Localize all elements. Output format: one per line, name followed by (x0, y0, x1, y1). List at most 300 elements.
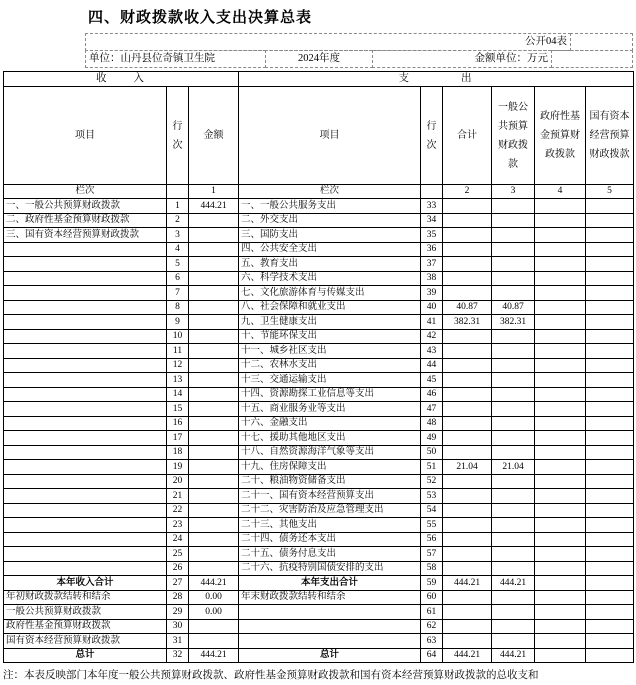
income-item-cell (4, 561, 167, 576)
expense-total-cell (443, 431, 492, 446)
income-item-cell (4, 518, 167, 533)
expense-line-cell: 39 (421, 286, 443, 301)
expense-general-budget-cell (492, 489, 535, 504)
income-item-cell (4, 532, 167, 547)
column-header-row (4, 87, 634, 185)
colnum-1: 1 (189, 185, 239, 199)
expense-general-budget-cell: 444.21 (492, 576, 535, 591)
expense-total-cell (443, 271, 492, 286)
expense-total-cell: 382.31 (443, 315, 492, 330)
expense-general-budget-cell (492, 329, 535, 344)
expense-state-capital-cell (586, 373, 634, 388)
expense-gov-fund-cell (535, 474, 586, 489)
income-amount-cell (189, 344, 239, 359)
income-line-cell: 31 (167, 634, 189, 649)
expense-total-cell: 21.04 (443, 460, 492, 475)
colnum-4: 4 (535, 185, 586, 199)
income-item-cell (4, 460, 167, 475)
income-line-cell: 5 (167, 257, 189, 272)
expense-item-cell: 三、国防支出 (239, 228, 421, 243)
expense-gov-fund-cell (535, 460, 586, 475)
expense-item-cell: 二、外交支出 (239, 213, 421, 228)
expense-state-capital-cell (586, 315, 634, 330)
income-item-cell (4, 373, 167, 388)
expense-gov-fund-cell (535, 445, 586, 460)
expense-line-cell: 44 (421, 358, 443, 373)
expense-line-cell: 54 (421, 503, 443, 518)
colnum-label-expense: 栏次 (239, 185, 421, 199)
expense-total-cell (443, 619, 492, 634)
expense-gov-fund-cell (535, 373, 586, 388)
table-row (4, 199, 634, 214)
table-row (4, 286, 634, 301)
income-amount-cell: 444.21 (189, 199, 239, 214)
expense-total-cell (443, 532, 492, 547)
income-line-cell: 7 (167, 286, 189, 301)
expense-item-cell: 一、一般公共服务支出 (239, 199, 421, 214)
income-item-cell (4, 503, 167, 518)
expense-general-budget-cell (492, 271, 535, 286)
income-item-cell: 一般公共预算财政拨款 (4, 605, 167, 620)
year-label: 2024年度 (265, 50, 373, 68)
income-line-cell: 10 (167, 329, 189, 344)
income-item-cell (4, 489, 167, 504)
expense-general-budget-cell: 444.21 (492, 648, 535, 663)
expense-state-capital-cell (586, 286, 634, 301)
income-amount-cell (189, 445, 239, 460)
colnum-3: 3 (492, 185, 535, 199)
table-row (4, 213, 634, 228)
expense-total-cell (443, 605, 492, 620)
expense-item-cell: 六、科学技术支出 (239, 271, 421, 286)
income-line-cell: 25 (167, 547, 189, 562)
income-amount-cell: 444.21 (189, 648, 239, 663)
expense-general-budget-cell (492, 532, 535, 547)
income-item-cell: 二、政府性基金预算财政拨款 (4, 213, 167, 228)
expense-item-cell: 二十三、其他支出 (239, 518, 421, 533)
income-item-cell (4, 416, 167, 431)
expense-total-cell (443, 286, 492, 301)
unit-label: 单位：山丹县位奇镇卫生院 (85, 50, 266, 68)
expense-line-cell: 57 (421, 547, 443, 562)
table-row (4, 271, 634, 286)
income-item-cell (4, 402, 167, 417)
table-row (4, 474, 634, 489)
expense-item-cell: 四、公共安全支出 (239, 242, 421, 257)
expense-total-cell (443, 416, 492, 431)
income-item-cell: 一、一般公共预算财政拨款 (4, 199, 167, 214)
expense-gov-fund-cell (535, 199, 586, 214)
expense-item-cell (239, 634, 421, 649)
expense-line-cell: 38 (421, 271, 443, 286)
expense-state-capital-cell (586, 416, 634, 431)
sheet-label: 公开04表 (85, 33, 571, 51)
expense-state-capital-cell (586, 300, 634, 315)
expense-general-budget-cell: 21.04 (492, 460, 535, 475)
table-row (4, 344, 634, 359)
col-header-expense-item: 项目 (239, 87, 421, 185)
col-header-expense-line: 行次 (421, 87, 443, 185)
expense-gov-fund-cell (535, 271, 586, 286)
col-header-amount: 金额 (189, 87, 239, 185)
expense-line-cell: 37 (421, 257, 443, 272)
expense-state-capital-cell (586, 199, 634, 214)
expense-line-cell: 61 (421, 605, 443, 620)
expense-general-budget-cell (492, 431, 535, 446)
expense-total-cell (443, 228, 492, 243)
income-line-cell: 4 (167, 242, 189, 257)
expense-item-cell: 本年支出合计 (239, 576, 421, 591)
expense-total-cell (443, 590, 492, 605)
income-amount-cell (189, 561, 239, 576)
income-line-cell: 18 (167, 445, 189, 460)
expense-general-budget-cell (492, 561, 535, 576)
expense-item-cell: 十八、自然资源海洋气象等支出 (239, 445, 421, 460)
income-line-cell: 24 (167, 532, 189, 547)
expense-item-cell: 年末财政拨款结转和结余 (239, 590, 421, 605)
expense-gov-fund-cell (535, 213, 586, 228)
income-item-cell (4, 358, 167, 373)
expense-line-cell: 50 (421, 445, 443, 460)
expense-total-cell: 444.21 (443, 576, 492, 591)
income-line-cell: 16 (167, 416, 189, 431)
income-line-cell: 1 (167, 199, 189, 214)
col-header-state-capital: 国有资本经营预算财政拨款 (586, 87, 634, 185)
income-line-cell: 30 (167, 619, 189, 634)
expense-state-capital-cell (586, 445, 634, 460)
income-amount-cell (189, 634, 239, 649)
income-amount-cell: 0.00 (189, 590, 239, 605)
footnote: 注：本表反映部门本年度一般公共预算财政拨款、政府性基金预算财政拨款和国有资本经营预算财政拨款的总收支和 (3, 670, 539, 681)
expense-line-cell: 59 (421, 576, 443, 591)
income-item-cell: 政府性基金预算财政拨款 (4, 619, 167, 634)
income-item-cell (4, 474, 167, 489)
expense-gov-fund-cell (535, 344, 586, 359)
expense-total-cell (443, 518, 492, 533)
expense-item-cell: 二十、粮油物资储备支出 (239, 474, 421, 489)
income-line-cell: 23 (167, 518, 189, 533)
expense-gov-fund-cell (535, 387, 586, 402)
table-row (4, 257, 634, 272)
table-row (4, 619, 634, 634)
expense-gov-fund-cell (535, 503, 586, 518)
expense-item-cell: 二十四、债务还本支出 (239, 532, 421, 547)
expense-state-capital-cell (586, 532, 634, 547)
income-line-cell: 19 (167, 460, 189, 475)
expense-gov-fund-cell (535, 590, 586, 605)
expense-line-cell: 43 (421, 344, 443, 359)
expense-general-budget-cell (492, 547, 535, 562)
meta-spacer (551, 50, 633, 68)
expense-total-cell (443, 242, 492, 257)
expense-line-cell: 53 (421, 489, 443, 504)
expense-total-cell (443, 489, 492, 504)
expense-gov-fund-cell (535, 648, 586, 663)
income-amount-cell (189, 257, 239, 272)
income-amount-cell (189, 619, 239, 634)
expense-gov-fund-cell (535, 605, 586, 620)
expense-state-capital-cell (586, 605, 634, 620)
income-item-cell (4, 431, 167, 446)
income-amount-cell (189, 315, 239, 330)
expense-state-capital-cell (586, 648, 634, 663)
expense-total-cell (443, 474, 492, 489)
col-header-general-budget: 一般公共预算财政拨款 (492, 87, 535, 185)
income-item-cell (4, 387, 167, 402)
expense-general-budget-cell (492, 228, 535, 243)
expense-state-capital-cell (586, 242, 634, 257)
expense-state-capital-cell (586, 257, 634, 272)
expense-gov-fund-cell (535, 300, 586, 315)
sheet-label-spacer (570, 33, 633, 51)
expense-general-budget-cell (492, 286, 535, 301)
expense-state-capital-cell (586, 431, 634, 446)
income-line-cell: 12 (167, 358, 189, 373)
income-line-cell: 6 (167, 271, 189, 286)
table-row (4, 503, 634, 518)
expense-gov-fund-cell (535, 634, 586, 649)
expense-total-cell (443, 445, 492, 460)
expense-item-cell: 八、社会保障和就业支出 (239, 300, 421, 315)
income-section-header: 收 入 (4, 72, 239, 87)
meta-block (85, 33, 633, 68)
expense-total-cell (443, 547, 492, 562)
expense-general-budget-cell (492, 242, 535, 257)
income-item-cell (4, 329, 167, 344)
table-row (4, 329, 634, 344)
income-line-cell: 22 (167, 503, 189, 518)
income-line-cell: 8 (167, 300, 189, 315)
income-item-cell: 三、国有资本经营预算财政拨款 (4, 228, 167, 243)
section-header-row (4, 72, 634, 87)
table-row (4, 532, 634, 547)
income-line-cell: 28 (167, 590, 189, 605)
income-item-cell: 本年收入合计 (4, 576, 167, 591)
table-row (4, 489, 634, 504)
income-line-cell: 13 (167, 373, 189, 388)
expense-total-cell (443, 199, 492, 214)
expense-line-cell: 56 (421, 532, 443, 547)
expense-item-cell: 七、文化旅游体育与传媒支出 (239, 286, 421, 301)
expense-general-budget-cell (492, 387, 535, 402)
expense-gov-fund-cell (535, 257, 586, 272)
table-row (4, 648, 634, 663)
expense-item-cell: 十九、住房保障支出 (239, 460, 421, 475)
expense-line-cell: 45 (421, 373, 443, 388)
expense-total-cell (443, 373, 492, 388)
expense-item-cell: 十六、金融支出 (239, 416, 421, 431)
income-amount-cell (189, 228, 239, 243)
expense-line-cell: 36 (421, 242, 443, 257)
expense-item-cell (239, 619, 421, 634)
expense-item-cell: 十、节能环保支出 (239, 329, 421, 344)
income-item-cell: 年初财政拨款结转和结余 (4, 590, 167, 605)
income-amount-cell (189, 518, 239, 533)
income-line-cell: 27 (167, 576, 189, 591)
expense-gov-fund-cell (535, 576, 586, 591)
income-item-cell (4, 344, 167, 359)
income-line-cell: 14 (167, 387, 189, 402)
expense-line-cell: 62 (421, 619, 443, 634)
expense-line-cell: 46 (421, 387, 443, 402)
expense-item-cell: 十三、交通运输支出 (239, 373, 421, 388)
expense-state-capital-cell (586, 474, 634, 489)
income-amount-cell (189, 300, 239, 315)
colnum-expense-line (421, 185, 443, 199)
amount-unit-label: 金额单位：万元 (372, 50, 552, 68)
table-row (4, 228, 634, 243)
income-amount-cell (189, 416, 239, 431)
income-item-cell (4, 300, 167, 315)
expense-item-cell: 总计 (239, 648, 421, 663)
income-line-cell: 15 (167, 402, 189, 417)
income-item-cell (4, 242, 167, 257)
income-item-cell (4, 271, 167, 286)
expense-line-cell: 41 (421, 315, 443, 330)
expense-state-capital-cell (586, 344, 634, 359)
expense-state-capital-cell (586, 619, 634, 634)
expense-section-header: 支 出 (239, 72, 634, 87)
colnum-2: 2 (443, 185, 492, 199)
income-amount-cell (189, 373, 239, 388)
table-row (4, 518, 634, 533)
expense-item-cell: 十四、资源勘探工业信息等支出 (239, 387, 421, 402)
expense-line-cell: 33 (421, 199, 443, 214)
expense-total-cell (443, 257, 492, 272)
expense-total-cell (443, 329, 492, 344)
expense-general-budget-cell (492, 590, 535, 605)
expense-total-cell (443, 561, 492, 576)
expense-general-budget-cell (492, 445, 535, 460)
expense-item-cell: 十七、援助其他地区支出 (239, 431, 421, 446)
expense-state-capital-cell (586, 358, 634, 373)
expense-item-cell: 十一、城乡社区支出 (239, 344, 421, 359)
income-item-cell (4, 547, 167, 562)
expense-item-cell: 二十二、灾害防治及应急管理支出 (239, 503, 421, 518)
expense-state-capital-cell (586, 460, 634, 475)
expense-item-cell: 五、教育支出 (239, 257, 421, 272)
income-amount-cell (189, 242, 239, 257)
expense-gov-fund-cell (535, 416, 586, 431)
income-amount-cell (189, 358, 239, 373)
budget-table (3, 71, 634, 663)
income-amount-cell (189, 213, 239, 228)
expense-general-budget-cell (492, 344, 535, 359)
table-row (4, 576, 634, 591)
income-amount-cell (189, 532, 239, 547)
expense-general-budget-cell (492, 213, 535, 228)
expense-general-budget-cell (492, 503, 535, 518)
expense-gov-fund-cell (535, 242, 586, 257)
expense-general-budget-cell (492, 634, 535, 649)
expense-line-cell: 60 (421, 590, 443, 605)
table-row (4, 590, 634, 605)
expense-line-cell: 40 (421, 300, 443, 315)
income-line-cell: 29 (167, 605, 189, 620)
expense-state-capital-cell (586, 329, 634, 344)
col-header-gov-fund: 政府性基金预算财政拨款 (535, 87, 586, 185)
col-header-income-item: 项目 (4, 87, 167, 185)
expense-total-cell: 444.21 (443, 648, 492, 663)
expense-state-capital-cell (586, 213, 634, 228)
income-line-cell: 11 (167, 344, 189, 359)
income-item-cell: 总计 (4, 648, 167, 663)
expense-general-budget-cell (492, 518, 535, 533)
income-amount-cell (189, 460, 239, 475)
income-line-cell: 17 (167, 431, 189, 446)
table-row (4, 387, 634, 402)
income-line-cell: 9 (167, 315, 189, 330)
income-item-cell (4, 286, 167, 301)
expense-item-cell: 十五、商业服务业等支出 (239, 402, 421, 417)
income-amount-cell (189, 402, 239, 417)
expense-state-capital-cell (586, 590, 634, 605)
expense-item-cell (239, 605, 421, 620)
meta-row-sheet (85, 33, 633, 51)
expense-line-cell: 52 (421, 474, 443, 489)
income-amount-cell (189, 271, 239, 286)
expense-item-cell: 二十一、国有资本经营预算支出 (239, 489, 421, 504)
expense-gov-fund-cell (535, 402, 586, 417)
income-item-cell (4, 315, 167, 330)
table-body (4, 199, 634, 663)
expense-item-cell: 九、卫生健康支出 (239, 315, 421, 330)
col-header-income-line: 行次 (167, 87, 189, 185)
expense-general-budget-cell (492, 474, 535, 489)
expense-general-budget-cell: 382.31 (492, 315, 535, 330)
expense-gov-fund-cell (535, 547, 586, 562)
income-line-cell: 32 (167, 648, 189, 663)
table-row (4, 358, 634, 373)
expense-line-cell: 48 (421, 416, 443, 431)
expense-line-cell: 51 (421, 460, 443, 475)
income-line-cell: 26 (167, 561, 189, 576)
table-row (4, 561, 634, 576)
expense-gov-fund-cell (535, 315, 586, 330)
income-amount-cell (189, 489, 239, 504)
expense-total-cell (443, 344, 492, 359)
expense-total-cell (443, 402, 492, 417)
income-line-cell: 20 (167, 474, 189, 489)
table-row (4, 605, 634, 620)
income-line-cell: 2 (167, 213, 189, 228)
expense-gov-fund-cell (535, 561, 586, 576)
table-row (4, 242, 634, 257)
expense-line-cell: 47 (421, 402, 443, 417)
expense-item-cell: 二十五、债务付息支出 (239, 547, 421, 562)
expense-state-capital-cell (586, 489, 634, 504)
expense-state-capital-cell (586, 228, 634, 243)
expense-general-budget-cell (492, 358, 535, 373)
expense-line-cell: 42 (421, 329, 443, 344)
income-amount-cell (189, 286, 239, 301)
expense-gov-fund-cell (535, 619, 586, 634)
column-index-row (4, 185, 634, 199)
income-item-cell (4, 445, 167, 460)
expense-line-cell: 34 (421, 213, 443, 228)
expense-state-capital-cell (586, 503, 634, 518)
expense-general-budget-cell (492, 605, 535, 620)
expense-gov-fund-cell (535, 489, 586, 504)
expense-gov-fund-cell (535, 518, 586, 533)
expense-state-capital-cell (586, 576, 634, 591)
expense-general-budget-cell (492, 416, 535, 431)
col-header-total: 合计 (443, 87, 492, 185)
expense-state-capital-cell (586, 387, 634, 402)
expense-gov-fund-cell (535, 286, 586, 301)
expense-gov-fund-cell (535, 228, 586, 243)
colnum-5: 5 (586, 185, 634, 199)
